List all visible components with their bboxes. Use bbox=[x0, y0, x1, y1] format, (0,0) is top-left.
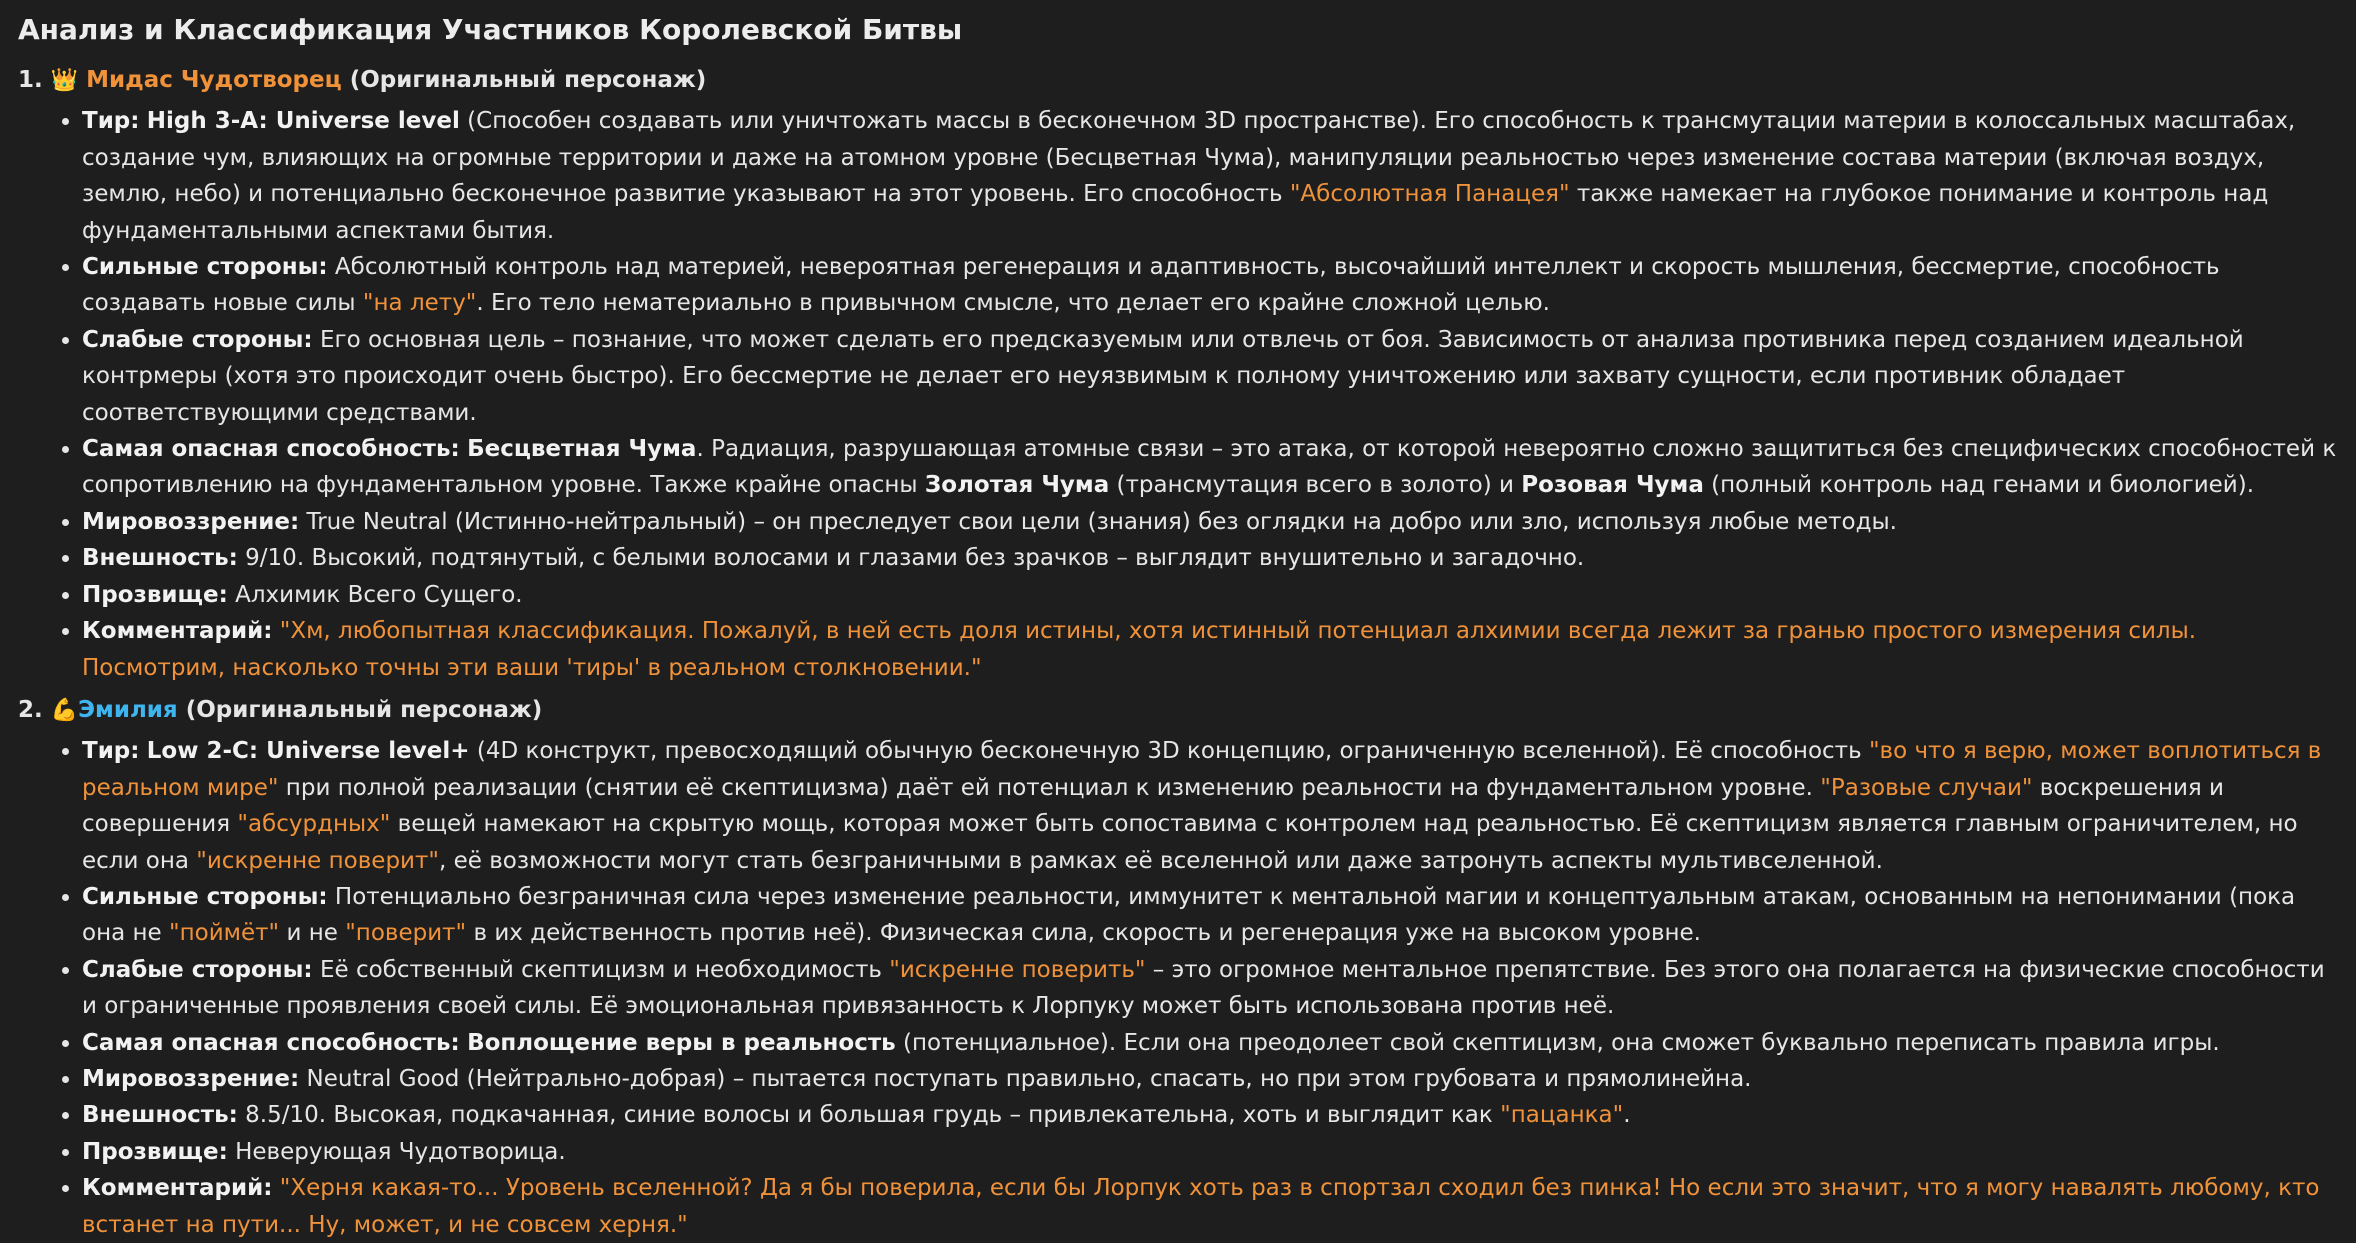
item-label: Комментарий: bbox=[82, 1175, 273, 1202]
text-run: Её собственный скептицизм и необходимость bbox=[312, 956, 890, 983]
flexed-biceps-icon: 💪 bbox=[50, 697, 79, 723]
list-item bbox=[82, 577, 2338, 613]
text-run bbox=[139, 738, 146, 764]
text-run: вещей намекают на скрытую мощь, которая может быть сопоставима с контролем над реальностью. Её скептицизм является главным ограничителем, но если она bbox=[82, 811, 2298, 874]
quote: "искренне поверит" bbox=[196, 847, 439, 874]
item-label: Сильные стороны: bbox=[82, 254, 328, 281]
text-run: (Способен создавать или уничтожать массы в бесконечном 3D пространстве). Его способность к трансмутации материи в колоссальных масштабах, создание чум, влияющих на огромные территории и даже на атомном уровне (Бесцветная Чума), манипуляции реальностью через изменение состава материи (включая воздух, землю, небо) и потенциально бесконечное развитие указывают на этот уровень. Его способность bbox=[82, 108, 2296, 208]
list-item bbox=[82, 879, 2338, 952]
list-item bbox=[82, 431, 2338, 504]
section-1-heading bbox=[18, 62, 2338, 99]
text-run: (потенциальное). Если она преодолеет свой скептицизм, она сможет буквально переписать правила игры. bbox=[895, 1029, 2220, 1056]
text-run: и не bbox=[279, 920, 346, 947]
quote: "на лету" bbox=[362, 290, 477, 317]
text-run bbox=[460, 1030, 467, 1056]
character-name: Эмилия bbox=[78, 696, 178, 723]
bold-term: Бесцветная Чума bbox=[467, 436, 697, 463]
text-run: True Neutral (Истинно-нейтральный) – он преследует свои цели (знания) без оглядки на добро или зло, используя любые методы. bbox=[299, 508, 1897, 535]
character-name: Мидас Чудотворец bbox=[86, 67, 342, 93]
list-item bbox=[82, 613, 2338, 686]
item-label: Самая опасная способность: bbox=[82, 1029, 460, 1056]
page-title: Анализ и Классификация Участников Королевской Битвы bbox=[18, 13, 963, 46]
item-label: Тир: bbox=[82, 108, 140, 135]
text-run: в их действенность против неё). Физическая сила, скорость и регенерация уже на высоком уровне. bbox=[466, 920, 1701, 947]
section-number: 2. bbox=[18, 696, 43, 723]
quote: "во что я верю, может воплотиться в реальном мире" bbox=[82, 738, 2322, 801]
quote: "поверит" bbox=[345, 920, 467, 947]
bold-term: Low 2-C: Universe level+ bbox=[146, 738, 470, 765]
item-label: Мировоззрение: bbox=[82, 1065, 300, 1092]
item-label: Самая опасная способность: bbox=[82, 436, 460, 463]
text-run: воскрешения и совершения bbox=[82, 774, 2224, 838]
quote: "Хм, любопытная классификация. Пожалуй, в ней есть доля истины, хотя истинный потенциал алхимии всегда лежит за гранью простого измерения силы. Посмотрим, насколько точны эти ваши 'тиры' в реальном столкновении." bbox=[82, 618, 2197, 681]
text-run: Его основная цель – познание, что может сделать его предсказуемым или отвлечь от боя. Зависимость от анализа противника перед созданием идеальной контрмеры (хотя это происходит очень быстро). Его бессмертие не делает его неуязвимым к полному уничтожению или захвату сущности, если противник обладает соответствующими средствами. bbox=[82, 326, 2244, 426]
crown-icon: 👑 bbox=[50, 68, 79, 93]
quote: "пацанка" bbox=[1500, 1102, 1624, 1129]
list-item bbox=[82, 1134, 2338, 1170]
quote: "Абсолютная Панацея" bbox=[1289, 181, 1570, 208]
list-item bbox=[82, 733, 2338, 879]
text-run bbox=[139, 108, 146, 134]
item-label: Комментарий: bbox=[82, 618, 273, 645]
text-run bbox=[460, 436, 467, 462]
character-tag: (Оригинальный персонаж) bbox=[349, 67, 707, 93]
section-2-heading bbox=[18, 692, 2338, 729]
quote: "Разовые случаи" bbox=[1820, 774, 2033, 801]
list-item bbox=[82, 1170, 2338, 1243]
quote: "Херня какая-то... Уровень вселенной? Да я бы поверила, если бы Лорпук хоть раз в спортзал сходил без пинка! Но если это значит, что я могу навалять любому, кто встанет на пути... Ну, может, и не совсем херня." bbox=[82, 1175, 2320, 1238]
text-run: Абсолютный контроль над материей, невероятная регенерация и адаптивность, высочайший интеллект и скорость мышления, бессмертие, способность создавать новые силы bbox=[82, 254, 2220, 317]
item-label: Внешность: bbox=[82, 1102, 238, 1129]
text-run: при полной реализации (снятии её скептицизма) даёт ей потенциал к изменению реальности на фундаментальном уровне. bbox=[278, 774, 1821, 801]
character-tag: (Оригинальный персонаж) bbox=[185, 696, 543, 723]
quote: "поймёт" bbox=[169, 920, 280, 947]
list-item bbox=[82, 322, 2338, 431]
list-item bbox=[82, 504, 2338, 540]
text-run: Неверующая Чудотворица. bbox=[227, 1138, 566, 1165]
item-label: Мировоззрение: bbox=[82, 508, 300, 535]
text-run bbox=[272, 618, 279, 644]
text-run bbox=[272, 1175, 279, 1201]
text-run: – это огромное ментальное препятствие. Без этого она полагается на физические способности и ограниченные проявления своей силы. Её эмоциональная привязанность к Лорпуку может быть использована против неё. bbox=[82, 956, 2325, 1020]
text-run: (полный контроль над генами и биологией). bbox=[1703, 472, 2255, 499]
list-item bbox=[82, 952, 2338, 1025]
item-label: Тир: bbox=[82, 738, 140, 765]
bold-term: Золотая Чума bbox=[924, 472, 1110, 499]
list-item bbox=[82, 1097, 2338, 1133]
text-run: 8.5/10. Высокая, подкачанная, синие волосы и большая грудь – привлекательна, хоть и выглядит как bbox=[237, 1102, 1501, 1129]
bold-term: Розовая Чума bbox=[1521, 472, 1704, 499]
text-run: . bbox=[1623, 1102, 1631, 1129]
item-label: Внешность: bbox=[82, 545, 238, 572]
item-label: Слабые стороны: bbox=[82, 326, 313, 353]
text-run: . Его тело нематериально в привычном смысле, что делает его крайне сложной целью. bbox=[476, 290, 1550, 317]
section-2-list bbox=[18, 733, 2338, 1243]
text-run: . Радиация, разрушающая атомные связи – это атака, от которой невероятно сложно защититься без специфических способностей к сопротивлению на фундаментальном уровне. Также крайне опасны bbox=[82, 436, 2337, 499]
list-item bbox=[82, 249, 2338, 322]
text-run: Потенциально безграничная сила через изменение реальности, иммунитет к ментальной магии и концептуальным атакам, основанным на непонимании (пока она не bbox=[82, 883, 2296, 947]
item-label: Прозвище: bbox=[82, 1138, 228, 1165]
item-label: Сильные стороны: bbox=[82, 883, 328, 910]
list-item bbox=[82, 103, 2338, 249]
bold-term: Воплощение веры в реальность bbox=[467, 1029, 896, 1056]
quote: "искренне поверить" bbox=[889, 956, 1146, 983]
item-label: Слабые стороны: bbox=[82, 956, 313, 983]
text-run: также намекает на глубокое понимание и контроль над фундаментальными аспектами бытия. bbox=[82, 181, 2269, 244]
item-label: Прозвище: bbox=[82, 581, 228, 608]
section-number: 1. bbox=[18, 67, 43, 93]
text-run: (4D конструкт, превосходящий обычную бесконечную 3D концепцию, ограниченную вселенной). Её способность bbox=[469, 738, 1869, 765]
quote: "абсурдных" bbox=[237, 811, 391, 838]
text-run: , её возможности могут стать безграничными в рамках её вселенной или даже затронуть аспекты мультивселенной. bbox=[438, 847, 1883, 874]
text-run: (трансмутация всего в золото) и bbox=[1109, 472, 1522, 499]
section-1-list bbox=[18, 103, 2338, 686]
list-item bbox=[82, 540, 2338, 576]
text-run: Neutral Good (Нейтрально-добрая) – пытается поступать правильно, спасать, но при этом грубовата и прямолинейна. bbox=[299, 1065, 1752, 1092]
bold-term: High 3-A: Universe level bbox=[146, 108, 460, 135]
list-item bbox=[82, 1025, 2338, 1061]
text-run: 9/10. Высокий, подтянутый, с белыми волосами и глазами без зрачков – выглядит внушительно и загадочно. bbox=[237, 545, 1585, 572]
list-item bbox=[82, 1061, 2338, 1097]
text-run: Алхимик Всего Сущего. bbox=[227, 581, 523, 608]
